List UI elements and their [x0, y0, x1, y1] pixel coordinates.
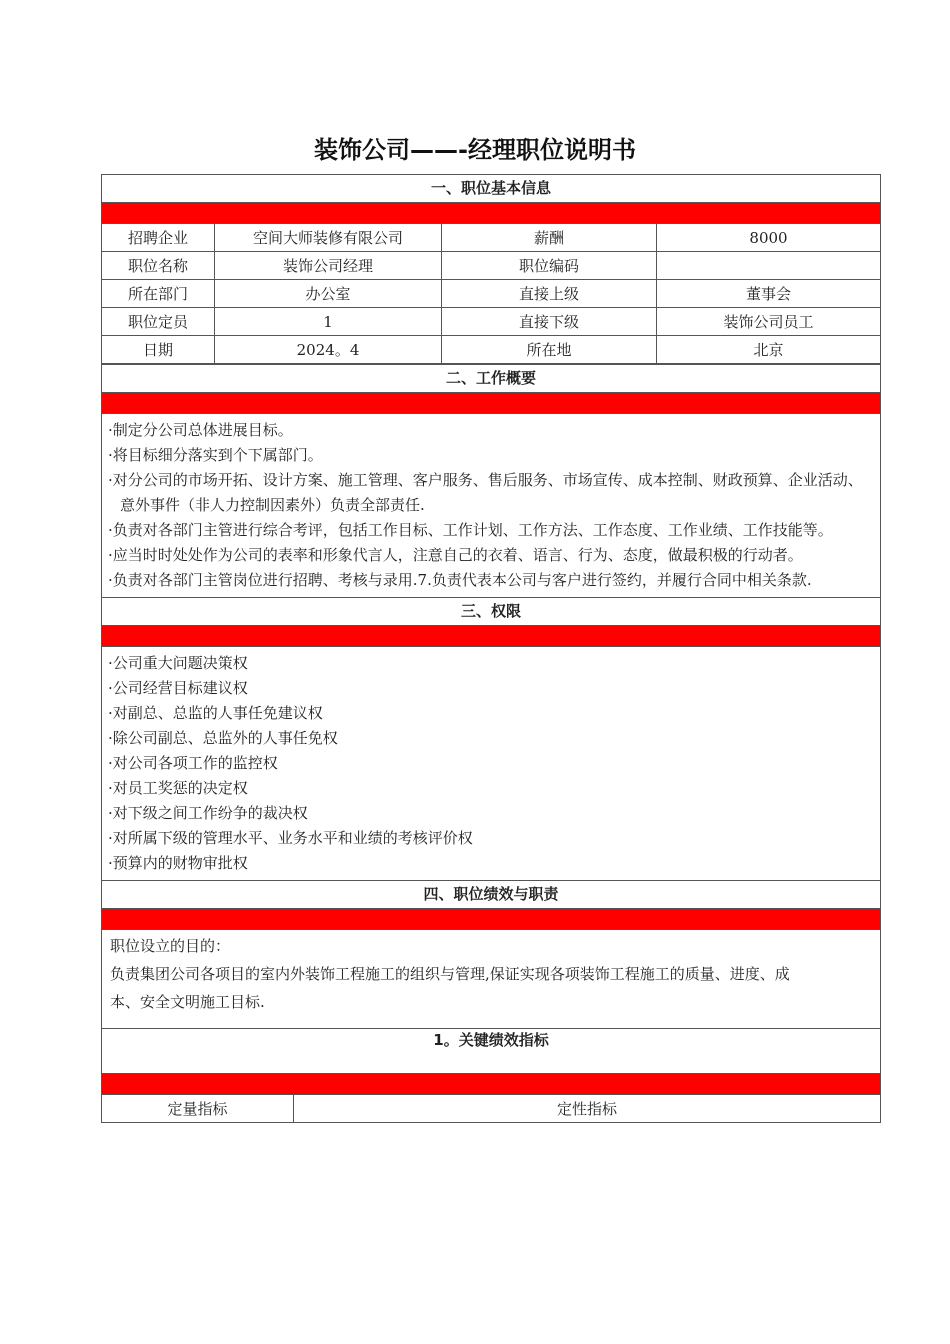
- value-cell: 8000: [657, 224, 881, 252]
- list-item: ·公司重大问题决策权: [108, 654, 248, 672]
- table-row: [102, 336, 880, 364]
- list-item: ·负责对各部门主管进行综合考评，包括工作目标、工作计划、工作方法、工作态度、工作业绩、工作技能等。: [108, 521, 833, 539]
- list-item: ·对副总、总监的人事任免建议权: [108, 704, 323, 722]
- label-cell: 日期: [102, 336, 215, 364]
- value-cell: 北京: [657, 336, 881, 364]
- list-item: ·将目标细分落实到个下属部门。: [108, 446, 323, 464]
- section3-heading: 三、权限: [102, 598, 880, 626]
- label-cell: 所在地: [442, 336, 657, 364]
- value-cell: 董事会: [657, 280, 881, 308]
- position-purpose: [102, 930, 880, 1029]
- list-item: ·预算内的财物审批权: [108, 854, 248, 872]
- qualitative-header: 定性指标: [556, 1100, 617, 1118]
- kpi-heading: [102, 1029, 880, 1074]
- list-item: ·对下级之间工作纷争的裁决权: [108, 804, 308, 822]
- value-cell: 2024。4: [215, 336, 442, 364]
- value-cell: 装饰公司员工: [657, 308, 881, 336]
- kpi-red-bar: [102, 1074, 880, 1095]
- value-cell: 空间大师装修有限公司: [215, 224, 442, 252]
- value-cell: 办公室: [215, 280, 442, 308]
- table-row: [102, 1095, 880, 1122]
- table-row: [102, 224, 880, 252]
- section3-red-bar: [102, 626, 880, 647]
- kpi-table: [102, 1095, 880, 1122]
- section1-heading: 一、职位基本信息: [102, 175, 880, 203]
- value-cell: [657, 252, 881, 280]
- value-cell: 装饰公司经理: [215, 252, 442, 280]
- label-cell: 职位定员: [102, 308, 215, 336]
- value-cell: 1: [215, 308, 442, 336]
- kpi-heading-text: 1。关键绩效指标: [433, 1031, 549, 1049]
- list-item: ·除公司副总、总监外的人事任免权: [108, 729, 338, 747]
- section2-heading: 二、工作概要: [102, 364, 880, 393]
- label-cell: 直接下级: [442, 308, 657, 336]
- label-cell: 薪酬: [442, 224, 657, 252]
- authority-list: [102, 647, 880, 881]
- list-item: ·应当时时处处作为公司的表率和形象代言人，注意自己的衣着、语言、行为、态度，做最积极的行动者。: [108, 546, 803, 564]
- list-item: ·对员工奖惩的决定权: [108, 779, 248, 797]
- job-description-table: [101, 174, 881, 1123]
- document-title: 装饰公司——-经理职位说明书: [314, 136, 636, 164]
- quantitative-header: 定量指标: [102, 1095, 294, 1122]
- list-item: ·对分公司的市场开拓、设计方案、施工管理、客户服务、售后服务、市场宣传、成本控制、财政预算、企业活动、意外事件（非人力控制因素外）负责全部责任.: [108, 471, 863, 514]
- list-item: ·制定分公司总体进展目标。: [108, 421, 293, 439]
- label-cell: 所在部门: [102, 280, 215, 308]
- section4-red-bar: [102, 909, 880, 930]
- section4-heading: 四、职位绩效与职责: [102, 881, 880, 909]
- section1-red-bar: [102, 203, 880, 224]
- label-cell: 招聘企业: [102, 224, 215, 252]
- purpose-text: 本、安全文明施工目标.: [110, 993, 265, 1011]
- basic-info-table: [102, 224, 880, 364]
- purpose-text: 负责集团公司各项目的室内外装饰工程施工的组织与管理,保证实现各项装饰工程施工的质量、进度、成: [110, 965, 790, 983]
- table-row: [102, 280, 880, 308]
- label-cell: 职位名称: [102, 252, 215, 280]
- list-item: ·对公司各项工作的监控权: [108, 754, 278, 772]
- table-row: [102, 308, 880, 336]
- list-item: ·对所属下级的管理水平、业务水平和业绩的考核评价权: [108, 829, 473, 847]
- work-summary-list: [102, 414, 880, 598]
- purpose-label: 职位设立的目的：: [110, 937, 231, 955]
- label-cell: 直接上级: [442, 280, 657, 308]
- list-item: ·公司经营目标建议权: [108, 679, 248, 697]
- section2-red-bar: [102, 393, 880, 414]
- list-item: ·负责对各部门主管岗位进行招聘、考核与录用.7.负责代表本公司与客户进行签约，并履行合同中相关条款.: [108, 571, 812, 589]
- label-cell: 职位编码: [442, 252, 657, 280]
- table-row: [102, 252, 880, 280]
